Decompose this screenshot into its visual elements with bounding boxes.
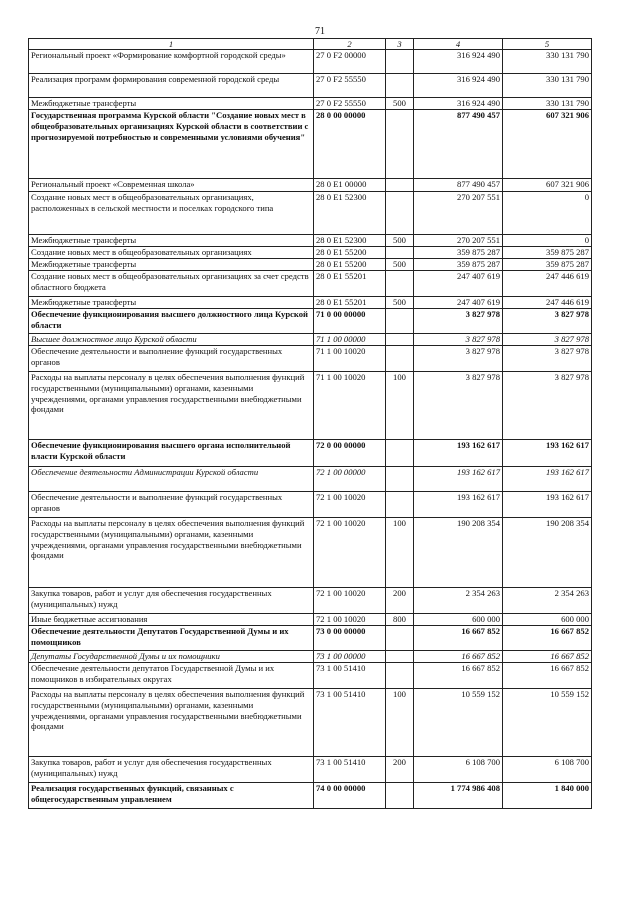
table-row <box>29 98 592 110</box>
row-value-cell: 359 875 287 <box>503 247 592 259</box>
row-name-cell: Реализация государственных функций, связанных с общегосударственным управлением <box>29 783 314 809</box>
row-value-cell: 607 321 906 <box>503 110 592 179</box>
row-value-cell: 359 875 287 <box>503 259 592 271</box>
row-name-cell: Реализация программ формирования современной городской среды <box>29 74 314 98</box>
row-value-cell: 2 354 263 <box>503 588 592 614</box>
row-code-cell: 27 0 F2 55550 <box>314 74 386 98</box>
table-row <box>29 259 592 271</box>
row-type-cell <box>386 179 414 192</box>
row-name-cell: Обеспечение деятельности Администрации Курской области <box>29 467 314 492</box>
row-code-cell: 28 0 E1 55200 <box>314 247 386 259</box>
row-value-cell: 3 827 978 <box>414 346 503 372</box>
header-cell: 3 <box>386 39 414 50</box>
row-type-cell <box>386 663 414 689</box>
row-type-cell <box>386 440 414 467</box>
row-type-cell: 200 <box>386 757 414 783</box>
row-name-cell: Закупка товаров, работ и услуг для обеспечения государственных (муниципальных) нужд <box>29 757 314 783</box>
row-value-cell: 16 667 852 <box>414 626 503 651</box>
row-value-cell: 316 924 490 <box>414 98 503 110</box>
row-value-cell: 330 131 790 <box>503 98 592 110</box>
header-cell: 1 <box>29 39 314 50</box>
row-type-cell <box>386 783 414 809</box>
row-name-cell: Обеспечение функционирования высшего должностного лица Курской области <box>29 309 314 334</box>
table-row <box>29 309 592 334</box>
row-name-cell: Обеспечение деятельности и выполнение функций государственных органов <box>29 346 314 372</box>
row-code-cell: 73 0 00 00000 <box>314 626 386 651</box>
table-row <box>29 614 592 626</box>
row-code-cell: 27 0 F2 55550 <box>314 98 386 110</box>
row-value-cell: 3 827 978 <box>414 372 503 440</box>
row-name-cell: Обеспечение деятельности и выполнение функций государственных органов <box>29 492 314 518</box>
row-value-cell: 16 667 852 <box>503 663 592 689</box>
row-value-cell: 330 131 790 <box>503 50 592 74</box>
table-row <box>29 518 592 588</box>
row-code-cell: 73 1 00 51410 <box>314 757 386 783</box>
row-value-cell: 247 407 619 <box>414 297 503 309</box>
row-type-cell <box>386 346 414 372</box>
row-code-cell: 71 1 00 10020 <box>314 346 386 372</box>
table-row <box>29 440 592 467</box>
row-name-cell: Межбюджетные трансферты <box>29 259 314 271</box>
row-type-cell <box>386 626 414 651</box>
table-row <box>29 235 592 247</box>
row-type-cell: 800 <box>386 614 414 626</box>
row-value-cell: 600 000 <box>503 614 592 626</box>
row-name-cell: Иные бюджетные ассигнования <box>29 614 314 626</box>
row-value-cell: 3 827 978 <box>414 334 503 346</box>
row-code-cell: 73 1 00 51410 <box>314 663 386 689</box>
table-row <box>29 372 592 440</box>
budget-table <box>28 38 592 809</box>
row-value-cell: 10 559 152 <box>414 689 503 757</box>
row-value-cell: 607 321 906 <box>503 179 592 192</box>
row-value-cell: 0 <box>503 192 592 235</box>
header-cell: 4 <box>414 39 503 50</box>
table-row <box>29 588 592 614</box>
header-cell: 2 <box>314 39 386 50</box>
row-value-cell: 877 490 457 <box>414 179 503 192</box>
row-type-cell: 500 <box>386 259 414 271</box>
page-number: 71 <box>315 26 325 37</box>
row-type-cell <box>386 74 414 98</box>
row-value-cell: 316 924 490 <box>414 50 503 74</box>
table-row <box>29 783 592 809</box>
row-value-cell: 16 667 852 <box>503 626 592 651</box>
table-row <box>29 626 592 651</box>
row-code-cell: 73 1 00 51410 <box>314 689 386 757</box>
row-code-cell: 72 1 00 10020 <box>314 518 386 588</box>
row-type-cell: 500 <box>386 235 414 247</box>
row-value-cell: 3 827 978 <box>503 372 592 440</box>
row-name-cell: Высшее должностное лицо Курской области <box>29 334 314 346</box>
row-value-cell: 330 131 790 <box>503 74 592 98</box>
row-value-cell: 359 875 287 <box>414 247 503 259</box>
row-type-cell <box>386 651 414 663</box>
row-code-cell: 71 1 00 10020 <box>314 372 386 440</box>
table-row <box>29 651 592 663</box>
table-row <box>29 110 592 179</box>
row-type-cell <box>386 50 414 74</box>
row-code-cell: 72 1 00 00000 <box>314 467 386 492</box>
row-value-cell: 3 827 978 <box>503 309 592 334</box>
header-cell: 5 <box>503 39 592 50</box>
row-code-cell: 72 1 00 10020 <box>314 588 386 614</box>
row-type-cell: 500 <box>386 297 414 309</box>
row-code-cell: 72 1 00 10020 <box>314 492 386 518</box>
table-row <box>29 247 592 259</box>
row-type-cell <box>386 271 414 297</box>
row-value-cell: 193 162 617 <box>414 467 503 492</box>
table-row <box>29 467 592 492</box>
row-value-cell: 3 827 978 <box>414 309 503 334</box>
row-value-cell: 359 875 287 <box>414 259 503 271</box>
row-value-cell: 193 162 617 <box>414 492 503 518</box>
row-type-cell: 100 <box>386 372 414 440</box>
row-name-cell: Межбюджетные трансферты <box>29 297 314 309</box>
row-type-cell: 100 <box>386 518 414 588</box>
row-type-cell <box>386 492 414 518</box>
row-code-cell: 72 0 00 00000 <box>314 440 386 467</box>
row-type-cell <box>386 334 414 346</box>
row-code-cell: 73 1 00 00000 <box>314 651 386 663</box>
row-code-cell: 27 0 F2 00000 <box>314 50 386 74</box>
table-row <box>29 192 592 235</box>
row-name-cell: Обеспечение деятельности депутатов Государственной Думы и их помощников в избирательных округах <box>29 663 314 689</box>
row-name-cell: Региональный проект «Формирование комфортной городской среды» <box>29 50 314 74</box>
row-code-cell: 74 0 00 00000 <box>314 783 386 809</box>
row-code-cell: 71 1 00 00000 <box>314 334 386 346</box>
row-name-cell: Расходы на выплаты персоналу в целях обеспечения выполнения функций государственными (муниципальными) органами, казенными учреждениями, органами управления государственными внебюджетными фондами <box>29 689 314 757</box>
row-type-cell: 200 <box>386 588 414 614</box>
row-value-cell: 190 208 354 <box>503 518 592 588</box>
row-value-cell: 190 208 354 <box>414 518 503 588</box>
row-value-cell: 247 446 619 <box>503 297 592 309</box>
row-value-cell: 16 667 852 <box>414 651 503 663</box>
row-type-cell <box>386 309 414 334</box>
row-type-cell <box>386 247 414 259</box>
table-row <box>29 179 592 192</box>
row-value-cell: 3 827 978 <box>503 346 592 372</box>
table-row <box>29 689 592 757</box>
row-code-cell: 28 0 E1 52300 <box>314 192 386 235</box>
row-value-cell: 2 354 263 <box>414 588 503 614</box>
row-value-cell: 10 559 152 <box>503 689 592 757</box>
row-value-cell: 16 667 852 <box>414 663 503 689</box>
table-row <box>29 492 592 518</box>
row-value-cell: 1 774 986 408 <box>414 783 503 809</box>
row-code-cell: 28 0 E1 00000 <box>314 179 386 192</box>
table-row <box>29 297 592 309</box>
row-code-cell: 72 1 00 10020 <box>314 614 386 626</box>
row-name-cell: Межбюджетные трансферты <box>29 98 314 110</box>
table-row <box>29 663 592 689</box>
row-name-cell: Государственная программа Курской области "Создание новых мест в общеобразовательных организациях Курской области в соответствии с прогнозируемой потребностью и современными условиями обучения" <box>29 110 314 179</box>
table-row <box>29 271 592 297</box>
row-name-cell: Обеспечение функционирования высшего органа исполнительной власти Курской области <box>29 440 314 467</box>
row-value-cell: 877 490 457 <box>414 110 503 179</box>
row-name-cell: Создание новых мест в общеобразовательных организациях за счет средств областного бюджета <box>29 271 314 297</box>
row-type-cell: 500 <box>386 98 414 110</box>
row-value-cell: 193 162 617 <box>503 440 592 467</box>
table-row <box>29 334 592 346</box>
row-value-cell: 0 <box>503 235 592 247</box>
row-type-cell <box>386 192 414 235</box>
header-row <box>29 39 592 50</box>
row-value-cell: 247 407 619 <box>414 271 503 297</box>
row-code-cell: 28 0 E1 55200 <box>314 259 386 271</box>
row-type-cell: 100 <box>386 689 414 757</box>
row-name-cell: Депутаты Государственной Думы и их помощники <box>29 651 314 663</box>
row-value-cell: 6 108 700 <box>503 757 592 783</box>
table-row <box>29 757 592 783</box>
row-value-cell: 1 840 000 <box>503 783 592 809</box>
row-value-cell: 270 207 551 <box>414 235 503 247</box>
row-name-cell: Межбюджетные трансферты <box>29 235 314 247</box>
table-row <box>29 346 592 372</box>
row-name-cell: Обеспечение деятельности Депутатов Государственной Думы и их помощников <box>29 626 314 651</box>
row-name-cell: Создание новых мест в общеобразовательных организациях, расположенных в сельской местности и поселках городского типа <box>29 192 314 235</box>
row-name-cell: Закупка товаров, работ и услуг для обеспечения государственных (муниципальных) нужд <box>29 588 314 614</box>
row-code-cell: 71 0 00 00000 <box>314 309 386 334</box>
row-value-cell: 193 162 617 <box>503 492 592 518</box>
row-name-cell: Создание новых мест в общеобразовательных организациях <box>29 247 314 259</box>
row-name-cell: Расходы на выплаты персоналу в целях обеспечения выполнения функций государственными (муниципальными) органами, казенными учреждениями, органами управления государственными внебюджетными фондами <box>29 518 314 588</box>
row-name-cell: Расходы на выплаты персоналу в целях обеспечения выполнения функций государственными (муниципальными) органами, казенными учреждениями, органами управления государственными внебюджетными фондами <box>29 372 314 440</box>
row-value-cell: 600 000 <box>414 614 503 626</box>
row-code-cell: 28 0 00 00000 <box>314 110 386 179</box>
row-value-cell: 16 667 852 <box>503 651 592 663</box>
row-value-cell: 247 446 619 <box>503 271 592 297</box>
row-value-cell: 193 162 617 <box>414 440 503 467</box>
row-value-cell: 3 827 978 <box>503 334 592 346</box>
row-value-cell: 270 207 551 <box>414 192 503 235</box>
table-row <box>29 50 592 74</box>
row-value-cell: 6 108 700 <box>414 757 503 783</box>
table-row <box>29 74 592 98</box>
row-code-cell: 28 0 E1 52300 <box>314 235 386 247</box>
row-type-cell <box>386 110 414 179</box>
row-code-cell: 28 0 E1 55201 <box>314 271 386 297</box>
row-value-cell: 193 162 617 <box>503 467 592 492</box>
row-value-cell: 316 924 490 <box>414 74 503 98</box>
row-code-cell: 28 0 E1 55201 <box>314 297 386 309</box>
row-type-cell <box>386 467 414 492</box>
row-name-cell: Региональный проект «Современная школа» <box>29 179 314 192</box>
